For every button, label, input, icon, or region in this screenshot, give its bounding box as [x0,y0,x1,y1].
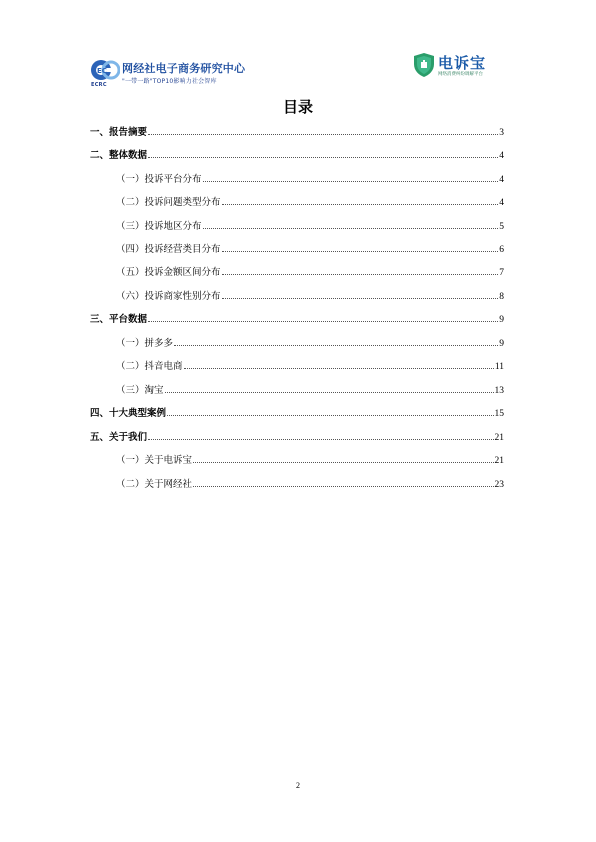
toc-entry-page: 15 [494,409,504,419]
toc-dot-leader [148,439,493,440]
toc-entry-page: 3 [499,128,504,138]
dianshubao-name: 电诉宝 [438,54,487,72]
toc-section-entry[interactable] [90,407,504,421]
toc-subsection-entry[interactable] [116,337,504,351]
shield-icon [413,52,435,78]
ec-mark-text: EC [97,67,107,75]
toc-entry-label: （三）淘宝 [116,385,164,396]
toc-entry-label: 三、平台数据 [90,314,148,325]
toc-entry-label: 四、十大典型案例 [90,408,167,419]
toc-entry-page: 13 [494,386,504,396]
toc-entry-page: 4 [499,198,504,208]
ecrc-slogan: "一带一路"TOP10影响力社会智库 [122,78,217,85]
dianshubao-logo [413,52,513,82]
toc-subsection-entry[interactable] [116,243,504,257]
toc-entry-page: 4 [499,175,504,185]
toc-dot-leader [193,486,493,487]
toc-entry-label: （三）投诉地区分布 [116,221,202,232]
toc-dot-leader [203,228,499,229]
toc-subsection-entry[interactable] [116,360,504,374]
toc-subsection-entry[interactable] [116,384,504,398]
toc-dot-leader [193,462,493,463]
toc-entry-page: 11 [494,362,504,372]
toc-dot-leader [167,415,493,416]
dianshubao-sub: 网络消费纠纷调解平台 [438,72,483,77]
ecrc-logo [90,58,250,92]
toc-dot-leader [203,181,499,182]
ecrc-name: 网经社电子商务研究中心 [122,62,246,75]
toc-dot-leader [222,204,499,205]
toc-entry-page: 4 [499,151,504,161]
toc-entry-page: 7 [499,268,504,278]
toc-subsection-entry[interactable] [116,173,504,187]
toc-dot-leader [184,368,494,369]
toc-section-entry[interactable] [90,149,504,163]
toc-dot-leader [222,251,499,252]
page-number: 2 [296,781,300,790]
toc-subsection-entry[interactable] [116,266,504,280]
toc-subsection-entry[interactable] [116,196,504,210]
toc-dot-leader [222,274,499,275]
toc-entry-label: （一）投诉平台分布 [116,174,202,185]
toc-entry-page: 9 [499,339,504,349]
toc-subsection-entry[interactable] [116,478,504,492]
toc-subsection-entry[interactable] [116,290,504,304]
toc-section-entry[interactable] [90,431,504,445]
toc-entry-label: （一）拼多多 [116,338,174,349]
toc-dot-leader [165,392,494,393]
toc-entry-page: 9 [499,315,504,325]
toc-entry-label: （二）投诉问题类型分布 [116,197,221,208]
toc-dot-leader [174,345,498,346]
toc-section-entry[interactable] [90,126,504,140]
toc-entry-page: 21 [494,456,504,466]
toc-entry-label: 一、报告摘要 [90,127,148,138]
toc-entry-label: （二）关于网经社 [116,479,193,490]
toc-entry-page: 6 [499,245,504,255]
toc-entry-label: （一）关于电诉宝 [116,455,193,466]
toc-entry-label: （二）抖音电商 [116,361,183,372]
toc-dot-leader [148,134,498,135]
toc-entry-label: （四）投诉经营类目分布 [116,244,221,255]
toc-entry-label: （六）投诉商家性别分布 [116,291,221,302]
ecrc-sub-label: ECRC [91,82,107,88]
toc-subsection-entry[interactable] [116,454,504,468]
toc-subsection-entry[interactable] [116,220,504,234]
toc-section-entry[interactable] [90,313,504,327]
toc-entry-page: 23 [494,480,504,490]
toc-dot-leader [148,321,498,322]
toc-entry-page: 21 [494,433,504,443]
toc-entry-label: 五、关于我们 [90,432,148,443]
toc-entry-page: 5 [499,222,504,232]
toc-entry-page: 8 [499,292,504,302]
page-header [0,0,596,95]
toc-dot-leader [222,298,499,299]
toc-entry-label: 二、整体数据 [90,150,148,161]
toc-dot-leader [148,157,498,158]
page-title: 目录 [282,98,313,116]
toc-entry-label: （五）投诉金额区间分布 [116,267,221,278]
